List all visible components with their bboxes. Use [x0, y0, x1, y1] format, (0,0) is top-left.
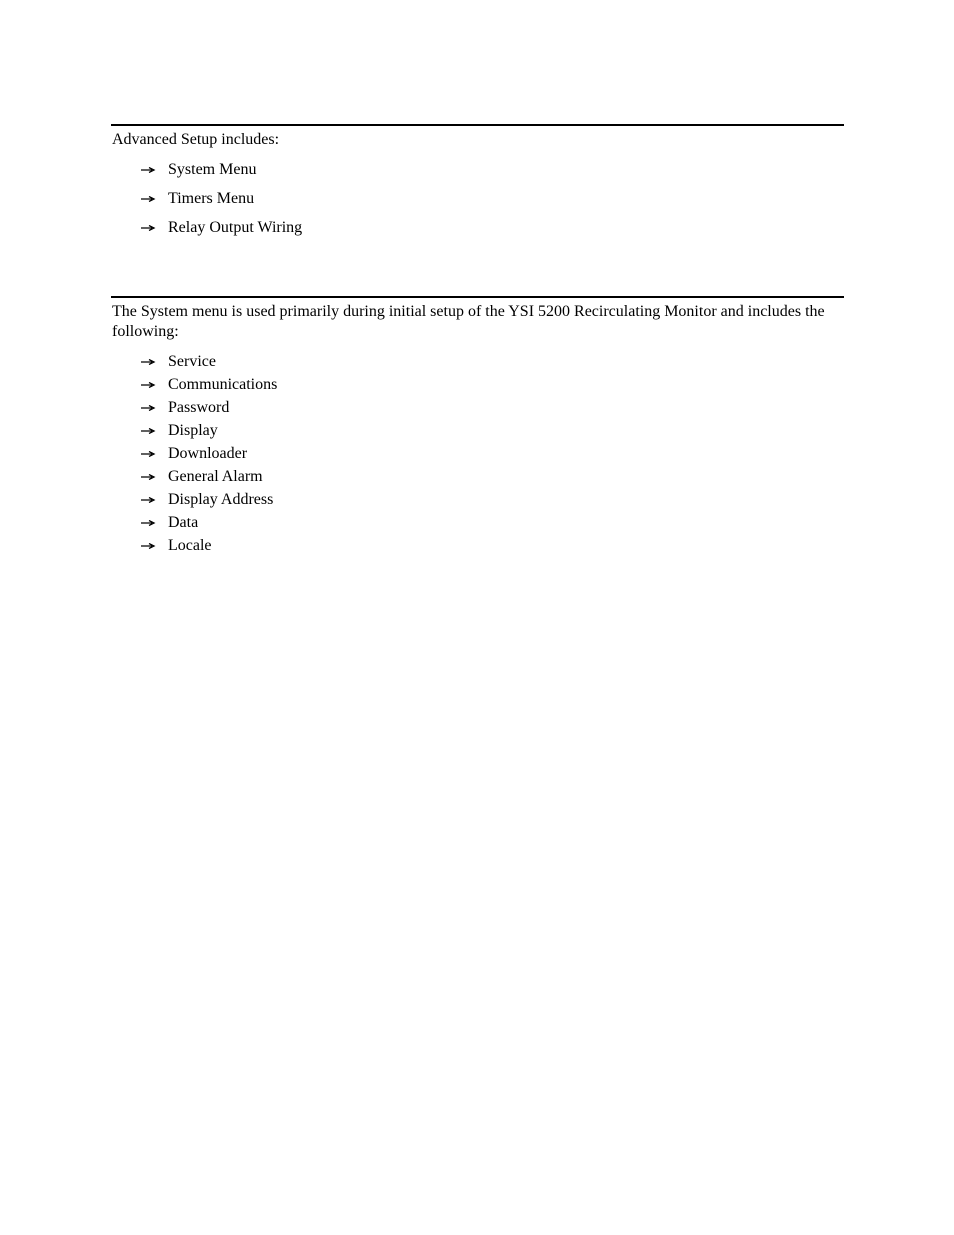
arrow-bullet-icon: [140, 474, 156, 480]
list-item: [140, 465, 277, 488]
arrow-bullet-icon: [140, 428, 156, 434]
list-item-label: Communications: [168, 376, 278, 393]
list-item: [140, 373, 277, 396]
list-item-label: Display Address: [168, 491, 274, 508]
list-item-label: Display: [168, 422, 218, 439]
list-item-label: Password: [168, 399, 230, 416]
section-divider-top: [111, 124, 844, 126]
arrow-bullet-icon: [140, 520, 156, 526]
list-item-label: Data: [168, 514, 199, 531]
arrow-bullet-icon: [140, 451, 156, 457]
arrow-bullet-icon: [140, 196, 156, 202]
list-item: [140, 442, 277, 465]
arrow-bullet-icon: [140, 405, 156, 411]
list-item: [140, 534, 277, 557]
system-menu-list: [140, 350, 277, 557]
advanced-setup-intro: Advanced Setup includes:: [112, 131, 280, 148]
system-menu-intro: The System menu is used primarily during initial setup of the YSI 5200 Recirculating Monitor and includes the following:: [112, 303, 825, 340]
list-item: [140, 396, 277, 419]
arrow-bullet-icon: [140, 543, 156, 549]
list-item-label: Locale: [168, 537, 212, 554]
list-item-label: General Alarm: [168, 468, 263, 485]
list-item-label: Timers Menu: [168, 190, 255, 207]
list-item-label: Downloader: [168, 445, 248, 462]
list-item: [140, 419, 277, 442]
list-item: [140, 511, 277, 534]
advanced-setup-list: [140, 155, 302, 242]
arrow-bullet-icon: [140, 167, 156, 173]
arrow-bullet-icon: [140, 225, 156, 231]
list-item: [140, 488, 277, 511]
list-item: [140, 155, 302, 184]
arrow-bullet-icon: [140, 382, 156, 388]
arrow-bullet-icon: [140, 359, 156, 365]
list-item: [140, 350, 277, 373]
arrow-bullet-icon: [140, 497, 156, 503]
section-divider-middle: [111, 296, 844, 298]
list-item-label: System Menu: [168, 161, 257, 178]
list-item: [140, 213, 302, 242]
list-item: [140, 184, 302, 213]
list-item-label: Relay Output Wiring: [168, 219, 303, 236]
list-item-label: Service: [168, 353, 216, 370]
